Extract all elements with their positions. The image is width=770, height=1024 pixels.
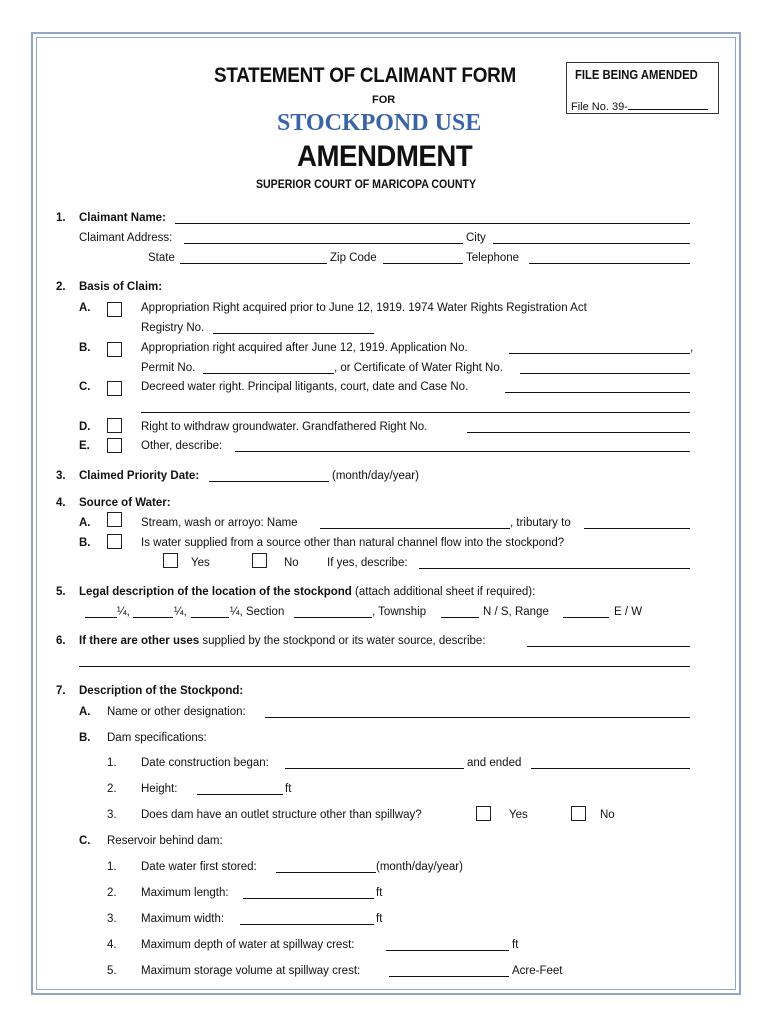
- height-label: Height:: [141, 783, 178, 795]
- max-width-unit: ft: [376, 913, 383, 925]
- max-length-label: Maximum length:: [141, 887, 229, 899]
- section-3-number: 3.: [56, 470, 66, 482]
- tributary-field[interactable]: [584, 528, 690, 529]
- height-field[interactable]: [197, 794, 283, 795]
- city-field[interactable]: [493, 243, 690, 244]
- legal-description-title: Legal description of the location of the stockpond: [79, 586, 352, 598]
- range-field[interactable]: [563, 617, 609, 618]
- source-a-letter: A.: [79, 517, 91, 529]
- legal-description-note: (attach additional sheet if required):: [351, 586, 536, 598]
- outlet-structure-label: Does dam have an outlet structure other than spillway?: [141, 809, 422, 821]
- claimant-name-field[interactable]: [175, 223, 690, 224]
- application-no-field[interactable]: [509, 353, 690, 354]
- c4-number: 4.: [107, 939, 117, 951]
- source-b-no-label: No: [284, 557, 299, 569]
- ew-label: E / W: [614, 606, 643, 618]
- section-field[interactable]: [294, 617, 372, 618]
- quarter-1-field[interactable]: [85, 617, 117, 618]
- b2-number: 2.: [107, 783, 117, 795]
- max-width-label: Maximum width:: [141, 913, 225, 925]
- section-2-number: 2.: [56, 281, 66, 293]
- basis-a-letter: A.: [79, 302, 91, 314]
- permit-no-label: Permit No.: [141, 362, 196, 374]
- registry-no-label: Registry No.: [141, 322, 205, 334]
- other-uses-field[interactable]: [527, 646, 690, 647]
- other-uses-field-line2[interactable]: [79, 666, 690, 667]
- stream-name-field[interactable]: [320, 528, 510, 529]
- certificate-label: , or Certificate of Water Right No.: [334, 362, 503, 374]
- state-field[interactable]: [180, 263, 327, 264]
- application-no-comma: ,: [690, 342, 694, 354]
- basis-b-checkbox[interactable]: [107, 342, 122, 357]
- section-7-number: 7.: [56, 685, 66, 697]
- construction-ended-label: and ended: [467, 757, 522, 769]
- priority-date-label: Claimed Priority Date:: [79, 470, 200, 482]
- basis-b-text: Appropriation right acquired after June 12, 1919. Application No.: [141, 342, 468, 354]
- decreed-case-field[interactable]: [505, 392, 690, 393]
- basis-a-checkbox[interactable]: [107, 302, 122, 317]
- township-field[interactable]: [441, 617, 479, 618]
- first-stored-format: (month/day/year): [376, 861, 463, 873]
- source-a-checkbox[interactable]: [107, 512, 122, 527]
- construction-began-label: Date construction began:: [141, 757, 269, 769]
- max-length-unit: ft: [376, 887, 383, 899]
- first-stored-label: Date water first stored:: [141, 861, 257, 873]
- s7-c-letter: C.: [79, 835, 91, 847]
- section-5-number: 5.: [56, 586, 66, 598]
- c5-number: 5.: [107, 965, 117, 977]
- section-1-number: 1.: [56, 212, 66, 224]
- outlet-yes-label: Yes: [509, 809, 528, 821]
- basis-c-text: Decreed water right. Principal litigants, court, date and Case No.: [141, 381, 469, 393]
- file-number-label: File No. 39-: [571, 101, 628, 113]
- file-being-amended-box: [566, 62, 719, 114]
- township-label: , Township: [372, 606, 427, 618]
- c2-number: 2.: [107, 887, 117, 899]
- grandfathered-right-field[interactable]: [467, 432, 690, 433]
- telephone-label: Telephone: [466, 252, 520, 264]
- max-volume-label: Maximum storage volume at spillway crest:: [141, 965, 361, 977]
- decreed-case-field-line2[interactable]: [141, 412, 690, 413]
- form-amendment-heading: AMENDMENT: [297, 140, 473, 173]
- court-name: SUPERIOR COURT OF MARICOPA COUNTY: [256, 177, 477, 191]
- quarter-2-label: ¼,: [174, 606, 187, 618]
- basis-a-text: Appropriation Right acquired prior to June 12, 1919. 1974 Water Rights Registration Act: [141, 302, 587, 314]
- basis-c-checkbox[interactable]: [107, 381, 122, 396]
- other-uses-note: supplied by the stockpond or its water source, describe:: [199, 635, 486, 647]
- if-yes-describe-field[interactable]: [419, 568, 690, 569]
- source-b-no-checkbox[interactable]: [252, 553, 267, 568]
- first-stored-field[interactable]: [276, 872, 376, 873]
- outlet-no-checkbox[interactable]: [571, 806, 586, 821]
- form-title: STATEMENT OF CLAIMANT FORM: [214, 64, 516, 87]
- form-subtitle-for: FOR: [372, 94, 396, 106]
- section-4-number: 4.: [56, 497, 66, 509]
- basis-d-letter: D.: [79, 421, 91, 433]
- basis-b-letter: B.: [79, 342, 91, 354]
- form-subtitle-stockpond: STOCKPOND USE: [277, 110, 482, 136]
- section-6-number: 6.: [56, 635, 66, 647]
- priority-date-format: (month/day/year): [332, 470, 419, 482]
- construction-began-field[interactable]: [285, 768, 464, 769]
- dam-specifications-label: Dam specifications:: [107, 732, 207, 744]
- designation-label: Name or other designation:: [107, 706, 246, 718]
- permit-no-field[interactable]: [203, 373, 334, 374]
- registry-no-field[interactable]: [213, 333, 374, 334]
- other-describe-field[interactable]: [235, 451, 690, 452]
- outlet-yes-checkbox[interactable]: [476, 806, 491, 821]
- other-uses-label: [79, 634, 486, 648]
- priority-date-field[interactable]: [209, 481, 329, 482]
- max-volume-field[interactable]: [389, 976, 509, 977]
- max-depth-field[interactable]: [386, 950, 509, 951]
- b1-number: 1.: [107, 757, 117, 769]
- tributary-label: , tributary to: [510, 517, 571, 529]
- other-uses-title: If there are other uses: [79, 635, 200, 647]
- section-label: ¼, Section: [230, 606, 285, 618]
- basis-e-checkbox[interactable]: [107, 438, 122, 453]
- zip-label: Zip Code: [330, 252, 377, 264]
- outlet-no-label: No: [600, 809, 615, 821]
- claimant-address-label: Claimant Address:: [79, 232, 173, 244]
- basis-e-text: Other, describe:: [141, 440, 223, 452]
- max-volume-unit: Acre-Feet: [512, 965, 563, 977]
- source-b-letter: B.: [79, 537, 91, 549]
- max-depth-unit: ft: [512, 939, 519, 951]
- claimant-name-label: Claimant Name:: [79, 212, 166, 224]
- source-b-yes-label: Yes: [191, 557, 210, 569]
- file-number-field[interactable]: [571, 97, 708, 113]
- state-label: State: [148, 252, 175, 264]
- height-unit: ft: [285, 783, 292, 795]
- reservoir-label: Reservoir behind dam:: [107, 835, 223, 847]
- basis-of-claim-label: Basis of Claim:: [79, 281, 163, 293]
- s7-a-letter: A.: [79, 706, 91, 718]
- max-length-field[interactable]: [243, 898, 374, 899]
- basis-d-text: Right to withdraw groundwater. Grandfathered Right No.: [141, 421, 428, 433]
- designation-field[interactable]: [265, 717, 690, 718]
- certificate-no-field[interactable]: [520, 373, 690, 374]
- quarter-2-field[interactable]: [133, 617, 173, 618]
- city-label: City: [466, 232, 486, 244]
- source-of-water-label: Source of Water:: [79, 497, 171, 509]
- legal-description-label: [79, 585, 535, 599]
- source-b-checkbox[interactable]: [107, 534, 122, 549]
- file-box-title: FILE BEING AMENDED: [575, 68, 698, 82]
- c3-number: 3.: [107, 913, 117, 925]
- if-yes-describe-label: If yes, describe:: [327, 557, 408, 569]
- source-b-text: Is water supplied from a source other than natural channel flow into the stockpond?: [141, 537, 565, 549]
- construction-ended-field[interactable]: [531, 768, 690, 769]
- quarter-3-field[interactable]: [191, 617, 229, 618]
- source-a-text: Stream, wash or arroyo: Name: [141, 517, 298, 529]
- c1-number: 1.: [107, 861, 117, 873]
- basis-c-letter: C.: [79, 381, 91, 393]
- max-width-field[interactable]: [240, 924, 374, 925]
- zip-field[interactable]: [383, 263, 463, 264]
- source-b-yes-checkbox[interactable]: [163, 553, 178, 568]
- claimant-address-field[interactable]: [184, 243, 463, 244]
- telephone-field[interactable]: [529, 263, 690, 264]
- basis-e-letter: E.: [79, 440, 90, 452]
- ns-range-label: N / S, Range: [483, 606, 549, 618]
- quarter-1-label: ¼,: [117, 606, 130, 618]
- max-depth-label: Maximum depth of water at spillway crest:: [141, 939, 355, 951]
- s7-b-letter: B.: [79, 732, 91, 744]
- b3-number: 3.: [107, 809, 117, 821]
- stockpond-description-label: Description of the Stockpond:: [79, 685, 244, 697]
- basis-d-checkbox[interactable]: [107, 418, 122, 433]
